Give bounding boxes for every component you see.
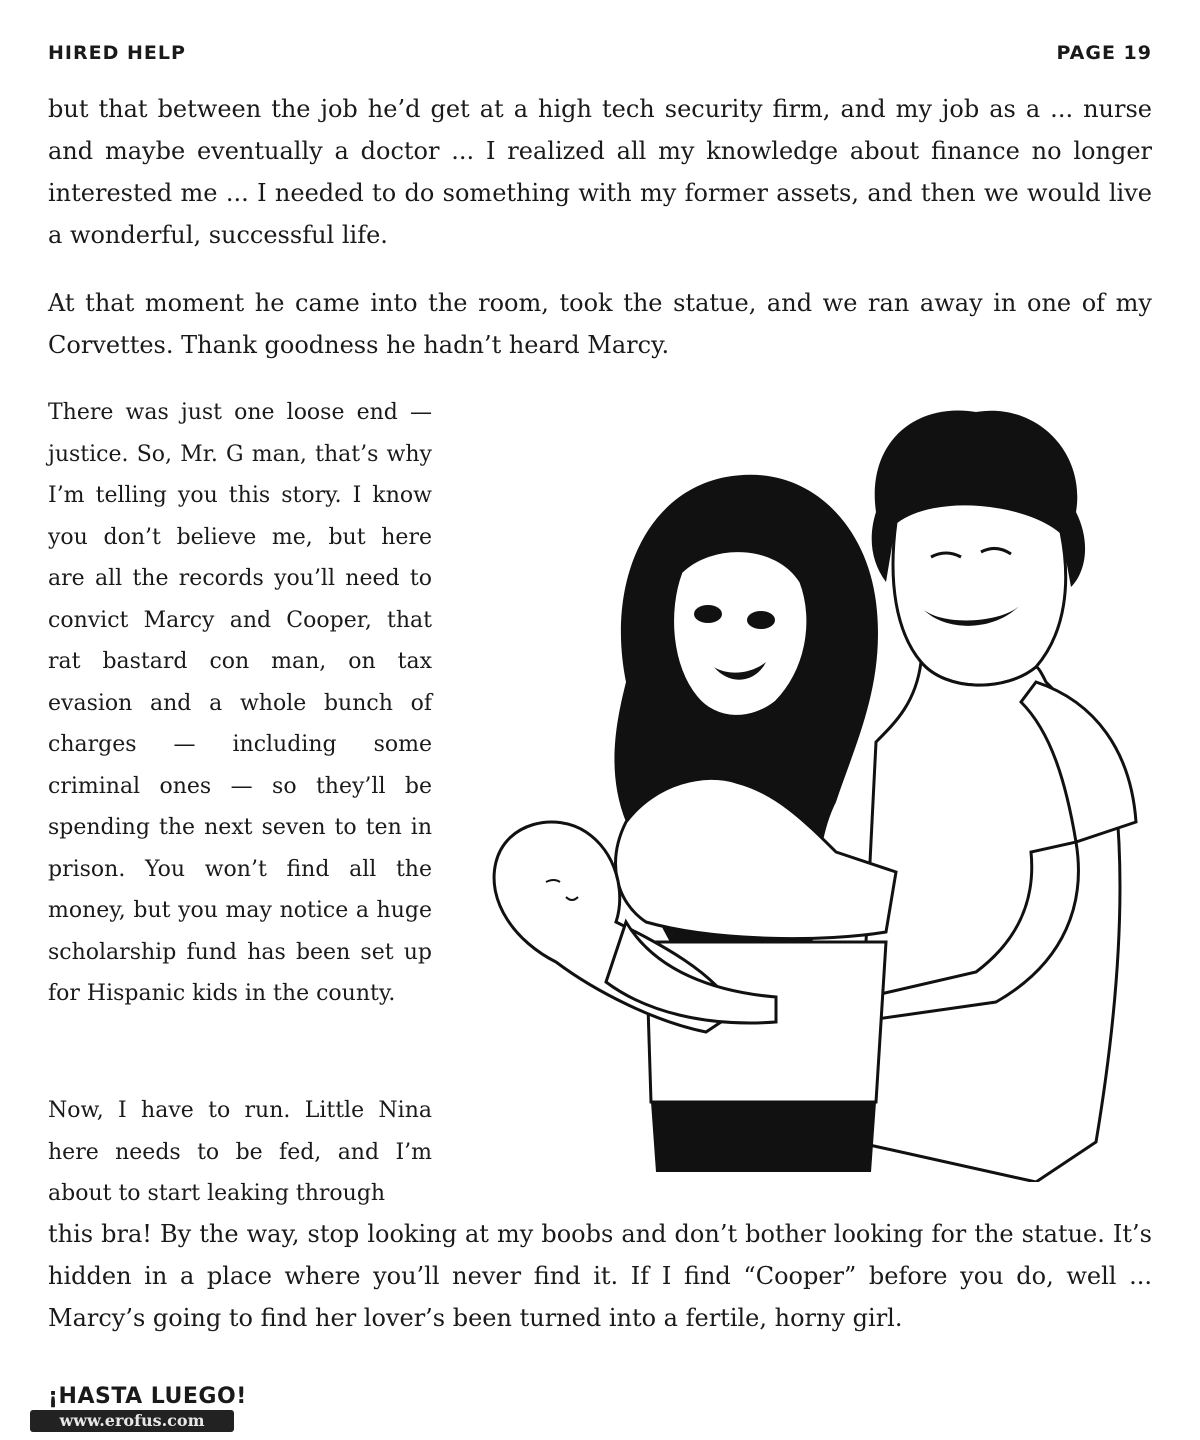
couple-with-baby-illustration <box>476 382 1156 1182</box>
man-face <box>893 504 1066 685</box>
woman-top <box>616 778 896 938</box>
paragraph-4: Now, I have to run. Little Nina here needs to be fed, and I’m about to start leaking through <box>48 1098 432 1206</box>
paragraph-2: At that moment he came into the room, took the statue, and we ran away in one of my Corvettes. Thank goodness he hadn’t heard Marcy. <box>48 289 1152 359</box>
paragraph-3: There was just one loose end — justice. So, Mr. G man, that’s why I’m telling you this story. I know you don’t believe me, but here are all the records you’ll need to convict Marcy and Cooper, that rat bastard con man, on tax evasion and a whole bunch of charges — including some criminal ones — so they’ll be spending the next seven to ten in prison. You won’t find all the money, but you may notice a huge scholarship fund has been set up for Hispanic kids in the county. <box>48 400 432 1006</box>
page-number: PAGE 19 <box>1056 42 1152 64</box>
paragraph-5: this bra! By the way, stop looking at my boobs and don’t bother looking for the statue. It’s hidden in a place where you’ll never find it. If I find “Cooper” before you do, well ... Marcy’s going to find her lover’s been turned into a fertile, horny girl. <box>48 1220 1152 1332</box>
watermark: www.erofus.com <box>30 1410 234 1432</box>
book-title: HIRED HELP <box>48 42 186 64</box>
page-header <box>48 42 1152 72</box>
paragraph-1: but that between the job he’d get at a high tech security firm, and my job as a ... nurse and maybe eventually a doctor ... I realized all my knowledge about finance no longer interested me ... I needed to do something with my former assets, and then we would live a wonderful, successful life. <box>48 95 1152 249</box>
sign-off: ¡HASTA LUEGO! <box>48 1384 247 1409</box>
